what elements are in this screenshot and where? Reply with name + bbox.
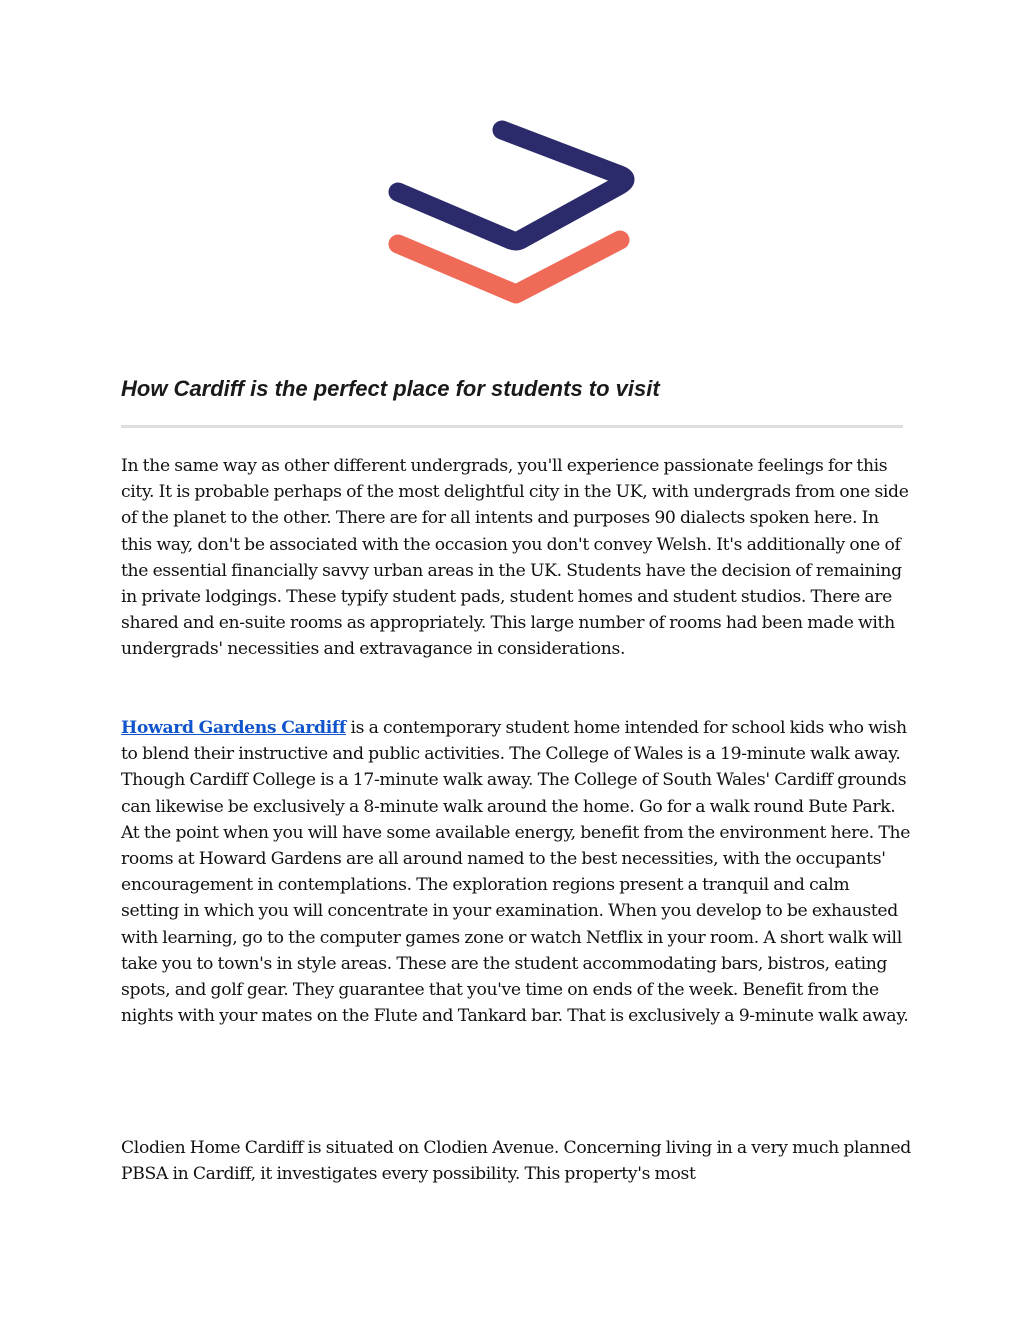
paragraph-clodien-home: Clodien Home Cardiff is situated on Clodien Avenue. Concerning living in a very much planned PBSA in Cardiff, it investigates every possibility. This property's most [121, 1138, 911, 1185]
chevron-stack-logo-icon [380, 118, 636, 310]
article-title: How Cardiff is the perfect place for students to visit [121, 376, 660, 401]
paragraph-intro: In the same way as other different undergrads, you'll experience passionate feelings for this city. It is probable perhaps of the most delightful city in the UK, with undergrads from one side of the planet to the other. There are for all intents and purposes 90 dialects spoken here. In this way, don't be associated with the occasion you don't convey Welsh. It's additionally one of the essential financially savvy urban areas in the UK. Students have the decision of remaining in private lodgings. These typify student pads, student homes and student studios. There are shared and en-suite rooms as appropriately. This large number of rooms had been made with undergrads' necessities and extravagance in considerations. [121, 456, 909, 660]
paragraph-howard-gardens-text: is a contemporary student home intended for school kids who wish to blend their instructive and public activities. The College of Wales is a 19-minute walk away. Though Cardiff College is a 17-minute walk away. The College of South Wales' Cardiff grounds can likewise be exclusively a 8-minute walk around the home. Go for a walk round Bute Park. At the point when you will have some available energy, benefit from the environment here. The rooms at Howard Gardens are all around named to the best necessities, with the occupants' encouragement in contemplations. The exploration regions present a tranquil and calm setting in which you will concentrate in your examination. When you develop to be exhausted with learning, go to the computer games zone or watch Netflix in your room. A short walk will take you to town's in style areas. These are the student accommodating bars, bistros, eating spots, and golf gear. They guarantee that you've time on ends of the week. Benefit from the nights with your mates on the Flute and Tankard bar. That is exclusively a 9-minute walk away. [121, 718, 911, 1027]
howard-gardens-link[interactable]: Howard Gardens Cardiff [121, 718, 346, 738]
logo-top-chevron [398, 130, 625, 241]
paragraph-howard-gardens [121, 715, 911, 1029]
title-divider [121, 425, 903, 428]
